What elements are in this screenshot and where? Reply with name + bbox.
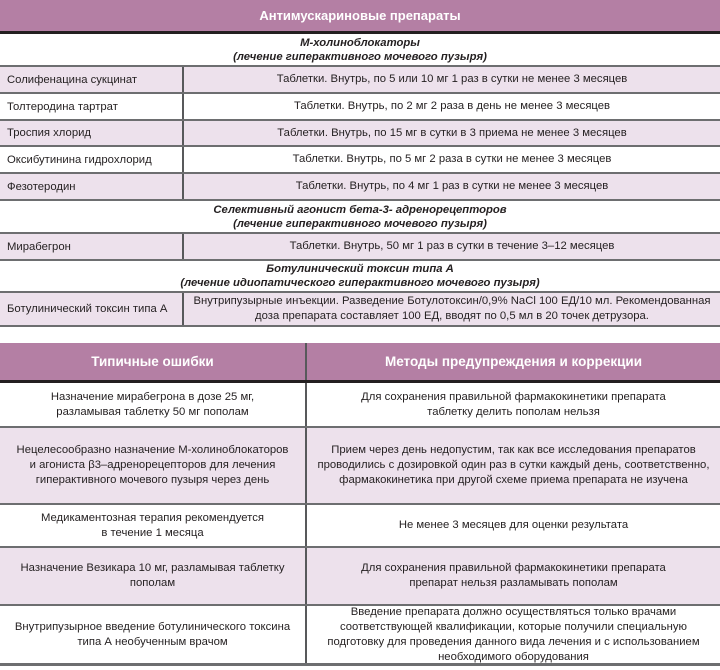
- table-row: [0, 428, 720, 505]
- drug-dosing: Таблетки. Внутрь, по 15 мг в сутки в 3 приема не менее 3 месяцев: [277, 126, 627, 139]
- section-heading-line1: Ботулинический токсин типа А: [266, 263, 454, 275]
- drug-dosing: Таблетки. Внутрь, по 5 мг 2 раза в сутки не менее 3 месяцев: [292, 153, 612, 165]
- table2-header: [0, 343, 720, 383]
- error-line: Назначение мирабегрона в дозе 25 мг,: [50, 390, 255, 403]
- section-heading-botulinum-toxin: [0, 261, 720, 293]
- table-row: [0, 505, 720, 548]
- table-row: [0, 293, 720, 327]
- drug-dosing: Таблетки. Внутрь, 50 мг 1 раз в сутки в течение 3–12 месяцев: [289, 240, 615, 252]
- fix-cell: [307, 428, 720, 503]
- error-line: в течение 1 месяца: [101, 526, 204, 539]
- table-row: [0, 383, 720, 428]
- fix-cell: [307, 505, 720, 546]
- section-heading-m-cholinoblockers: [0, 34, 720, 67]
- drug-dosing: Таблетки. Внутрь, по 5 или 10 мг 1 раз в сутки не менее 3 месяцев: [276, 73, 628, 85]
- drug-name: Толтеродина тартрат: [0, 94, 184, 119]
- drug-name: Оксибутинина гидрохлорид: [0, 147, 184, 172]
- error-cell: [0, 606, 307, 663]
- section-heading-line2: (лечение гиперактивного мочевого пузыря): [233, 217, 487, 230]
- section-heading-line1: М-холиноблокаторы: [300, 36, 420, 49]
- drug-name: Ботулинический токсин типа А: [0, 293, 184, 325]
- drug-dosing: Таблетки. Внутрь, по 2 мг 2 раза в день не менее 3 месяцев: [293, 100, 611, 112]
- drug-name: Мирабегрон: [0, 234, 184, 259]
- error-cell: [0, 383, 307, 426]
- fix-line: Введение препарата должно осуществляться только врачами: [350, 605, 677, 618]
- dosing-line1: Внутрипузырные инъекции. Разведение Ботулотоксин/0,9% NaCl 100 ЕД/10 мл. Рекомендованная: [193, 295, 711, 307]
- drug-name: Троспия хлорид: [0, 121, 184, 145]
- section-heading-line2: (лечение гиперактивного мочевого пузыря): [233, 50, 487, 63]
- antimuscarinic-drugs-table: [0, 0, 720, 327]
- error-line: Внутрипузырное введение ботулинического токсина: [14, 620, 291, 633]
- fix-cell: [307, 606, 720, 663]
- error-line: гиперактивного мочевого пузыря через день: [35, 474, 270, 486]
- fix-line: таблетку делить пополам нельзя: [427, 405, 600, 418]
- error-line: Назначение Везикара 10 мг, разламывая таблетку: [20, 562, 285, 574]
- fix-cell: [307, 383, 720, 426]
- fix-line: соответствующей квалификации, которые получили специальную: [340, 620, 687, 633]
- column-header-corrections: Методы предупреждения и коррекции: [384, 354, 643, 369]
- table-row: [0, 67, 720, 94]
- fix-line: подготовку для проведения данного вида лечения и с использованием: [327, 635, 700, 648]
- table-row: [0, 147, 720, 174]
- column-header-errors: Типичные ошибки: [0, 343, 307, 380]
- error-line: типа А необученным врачом: [77, 635, 228, 648]
- error-cell: [0, 428, 307, 503]
- drug-dosing: Таблетки. Внутрь, по 4 мг 1 раз в сутки не менее 3 месяцев: [295, 180, 609, 192]
- section-heading-line1: Селективный агонист бета-3- адренорецепторов: [213, 203, 507, 216]
- fix-line: Для сохранения правильной фармакокинетики препарата: [361, 390, 666, 403]
- table-row: [0, 94, 720, 121]
- error-line: разламывая таблетку 50 мг пополам: [56, 405, 249, 418]
- section-heading-beta3-agonist: [0, 201, 720, 234]
- table1-title: Антимускариновые препараты: [0, 0, 720, 34]
- fix-line: Не менее 3 месяцев для оценки результата: [398, 519, 629, 531]
- fix-line: фармакокинетика при другой схеме приема препарата не изучена: [339, 474, 688, 486]
- fix-line: необходимого оборудования: [438, 650, 589, 663]
- table-row: [0, 234, 720, 261]
- table-row: [0, 548, 720, 606]
- error-line: Медикаментозная терапия рекомендуется: [40, 511, 264, 524]
- section-heading-line2: (лечение идиопатического гиперактивного мочевого пузыря): [180, 277, 540, 289]
- error-line: пополам: [129, 577, 176, 589]
- error-line: и агониста β3–адренорецепторов для лечения: [29, 459, 276, 471]
- dosing-line2: доза препарата составляет 100 ЕД, вводят по 0,5 мл в 20 точек детрузора.: [255, 310, 649, 322]
- drug-name: Солифенацина сукцинат: [0, 67, 184, 92]
- fix-line: Прием через день недопустим, так как все исследования препаратов: [331, 444, 696, 456]
- table-row: [0, 121, 720, 147]
- table-row: [0, 174, 720, 201]
- fix-line: препарат нельзя разламывать пополам: [409, 577, 618, 589]
- drug-dosing: [184, 293, 720, 325]
- fix-line: проводились с дозировкой один раз в сутки каждый день, соответственно,: [317, 459, 710, 471]
- fix-line: Для сохранения правильной фармакокинетики препарата: [361, 562, 666, 574]
- error-cell: [0, 505, 307, 546]
- error-cell: [0, 548, 307, 604]
- fix-cell: [307, 548, 720, 604]
- typical-errors-table: [0, 343, 720, 666]
- error-line: Нецелесообразно назначение М-холиноблокаторов: [16, 444, 289, 456]
- table-row: [0, 606, 720, 666]
- drug-name: Фезотеродин: [0, 174, 184, 199]
